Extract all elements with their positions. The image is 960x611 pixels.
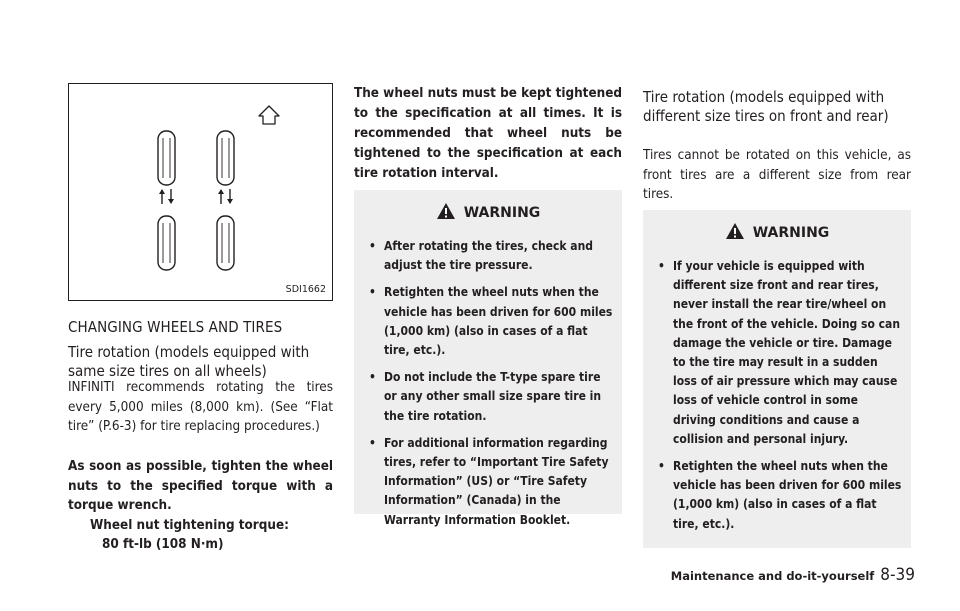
- swap-arrows-left: [159, 189, 174, 204]
- list-item: • Do not include the T-type spare tire or any other small size spare tire in the tire rotation.: [364, 368, 614, 426]
- subheading-different-size: Tire rotation (models equipped with different size tires on front and rear): [643, 88, 889, 125]
- warning-list-2: [653, 257, 903, 542]
- tire-left-rear: [158, 216, 175, 270]
- warning-header: [643, 222, 911, 241]
- front-direction-icon: [259, 106, 279, 124]
- warning-title: WARNING: [463, 205, 541, 221]
- tire-rotation-diagram: [69, 84, 334, 302]
- warning-box-1: [354, 190, 622, 527]
- warning-triangle-icon: [725, 222, 745, 240]
- warning-box-2: [643, 210, 911, 548]
- swap-arrows-right: [218, 189, 233, 204]
- page-footer: [671, 565, 915, 585]
- page-number: 8-39: [880, 565, 915, 585]
- tire-right-front: [217, 131, 234, 185]
- list-item: • After rotating the tires, check and adjust the tire pressure.: [364, 237, 614, 275]
- warning-triangle-icon: [436, 202, 456, 220]
- tighten-nuts-text: As soon as possible, tighten the wheel nuts to the specified torque with a torque wrench.: [68, 459, 333, 513]
- figure-label: SDI1662: [285, 284, 326, 295]
- list-item: • Retighten the wheel nuts when the vehicle has been driven for 600 miles (1,000 km) (also in cases of a flat tire, etc.).: [364, 283, 614, 360]
- tire-left-front: [158, 131, 175, 185]
- subheading-same-size: Tire rotation (models equipped with same size tires on all wheels): [68, 343, 310, 380]
- rotation-recommendation-text: INFINITI recommends rotating the tires every 5,000 miles (8,000 km). (See “Flat tire” (P.6-3) for tire replacing procedures.): [68, 380, 333, 434]
- warning-list-1: [364, 237, 614, 538]
- torque-label: Wheel nut tightening torque:: [90, 518, 289, 533]
- footer-section: Maintenance and do-it-yourself: [670, 569, 875, 583]
- list-item: • For additional information regarding tires, refer to “Important Tire Safety Information” (US) or “Tire Safety Information” (Canada) in the Warranty Information Booklet.: [364, 434, 614, 530]
- list-item: • If your vehicle is equipped with different size front and rear tires, never install the rear tire/wheel on the front of the vehicle. Doing so can damage the vehicle or tire. Damage to the tire may result in a sudden loss of air pressure which may cause loss of vehicle control in some driving conditions and cause a collision and personal injury.: [653, 257, 903, 449]
- tire-rotation-figure: [68, 83, 333, 301]
- nuts-tightened-text: The wheel nuts must be kept tightened to the specification at all times. It is recommended that wheel nuts be tightened to the specification at each tire rotation interval.: [354, 86, 622, 181]
- tire-right-rear: [217, 216, 234, 270]
- no-rotation-text: Tires cannot be rotated on this vehicle, as front tires are a different size from rear tires.: [643, 148, 911, 202]
- list-item: • Retighten the wheel nuts when the vehicle has been driven for 600 miles (1,000 km) (also in cases of a flat tire, etc.).: [653, 457, 903, 534]
- warning-header: [354, 202, 622, 221]
- warning-title: WARNING: [752, 225, 830, 241]
- section-heading: CHANGING WHEELS AND TIRES: [68, 318, 283, 336]
- torque-value: 80 ft-lb (108 N·m): [102, 537, 224, 552]
